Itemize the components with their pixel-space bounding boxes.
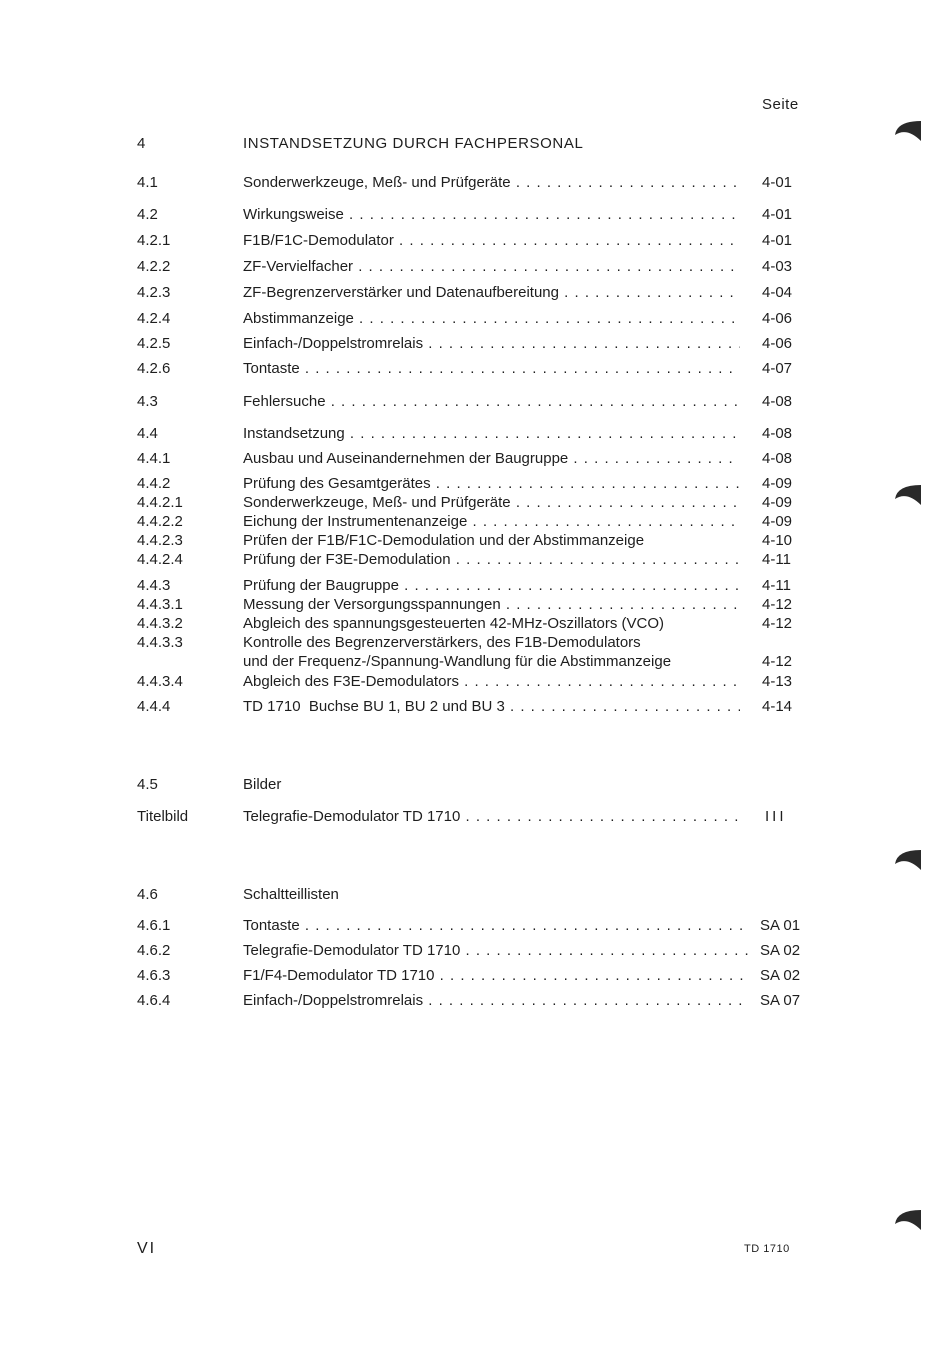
toc-entry xyxy=(0,392,950,412)
toc-page-number: 4-08 xyxy=(762,450,793,467)
toc-entry xyxy=(0,205,950,225)
toc-page-number: 4-01 xyxy=(762,206,793,223)
toc-title: ZF-Begrenzerverstärker und Datenaufbereitung . . . xyxy=(243,283,740,303)
toc-entry xyxy=(0,531,950,551)
toc-title: Ausbau und Auseinandernehmen der Baugruppe . . . xyxy=(243,449,740,469)
toc-number: 4.4.3 xyxy=(137,577,171,594)
toc-number: 4.4.3.1 xyxy=(137,596,183,613)
toc-title: Abgleich des spannungsgesteuerten 42-MHz-Oszillators (VCO) xyxy=(243,615,665,632)
toc-entry xyxy=(0,359,950,379)
toc-title: Tontaste . . . xyxy=(243,916,748,936)
toc-title: Instandsetzung . . . xyxy=(243,424,740,444)
punch-hole-mark xyxy=(893,117,923,143)
toc-title: Eichung der Instrumentenanzeige . . . xyxy=(243,512,740,532)
toc-number: 4.2.3 xyxy=(137,284,171,301)
toc-entry xyxy=(0,173,950,193)
toc-number: 4.4.3.2 xyxy=(137,615,183,632)
toc-page-number: 4-04 xyxy=(762,284,793,301)
toc-title: ZF-Vervielfacher . . . xyxy=(243,257,740,277)
toc-page-number: SA 07 xyxy=(760,992,801,1009)
toc-number: 4.6.1 xyxy=(137,917,171,934)
toc-title: Prüfen der F1B/F1C-Demodulation und der Abstimmanzeige xyxy=(243,532,645,549)
toc-page-number: 4-12 xyxy=(762,596,793,613)
toc-number: 4.2.4 xyxy=(137,310,171,327)
toc-entry xyxy=(0,885,950,905)
toc-page-number: 4-09 xyxy=(762,494,793,511)
toc-title: INSTANDSETZUNG DURCH FACHPERSONAL xyxy=(243,135,584,152)
toc-number: 4.6.2 xyxy=(137,942,171,959)
toc-number: 4.5 xyxy=(137,776,158,793)
toc-number: 4.6 xyxy=(137,886,158,903)
toc-entry xyxy=(0,449,950,469)
toc-number: 4.4.2 xyxy=(137,475,171,492)
toc-page-number: 4-12 xyxy=(762,615,793,632)
toc-entry xyxy=(0,424,950,444)
toc-number: 4.2.5 xyxy=(137,335,171,352)
toc-chapter-heading xyxy=(0,134,950,154)
toc-entry xyxy=(0,966,950,986)
toc-page-number: 4-01 xyxy=(762,174,793,191)
toc-page-number: 4-09 xyxy=(762,513,793,530)
toc-number: 4.6.3 xyxy=(137,967,171,984)
toc-entry xyxy=(0,512,950,532)
toc-title: Wirkungsweise . . . xyxy=(243,205,740,225)
toc-entry xyxy=(0,595,950,615)
toc-entry xyxy=(0,334,950,354)
toc-number: 4.2.6 xyxy=(137,360,171,377)
toc-number: 4 xyxy=(137,135,146,152)
toc-page-number: 4-07 xyxy=(762,360,793,377)
toc-page-number: 4-12 xyxy=(762,653,793,670)
toc-entry xyxy=(0,807,950,827)
toc-number: Titelbild xyxy=(137,808,189,825)
toc-page-number: 4-13 xyxy=(762,673,793,690)
toc-entry xyxy=(0,697,950,717)
toc-title: Telegrafie-Demodulator TD 1710 . . . xyxy=(243,807,740,827)
toc-entry xyxy=(0,231,950,251)
toc-entry xyxy=(0,283,950,303)
toc-page-number: 4-09 xyxy=(762,475,793,492)
toc-title: Einfach-/Doppelstromrelais . . . xyxy=(243,991,748,1011)
toc-title: Sonderwerkzeuge, Meß- und Prüfgeräte . . . xyxy=(243,173,740,193)
toc-page-number: III xyxy=(765,808,787,825)
toc-number: 4.4.3.3 xyxy=(137,634,183,651)
toc-page-number: SA 02 xyxy=(760,967,801,984)
toc-number: 4.4.2.3 xyxy=(137,532,183,549)
toc-entry xyxy=(0,493,950,513)
toc-entry xyxy=(0,916,950,936)
toc-number: 4.4.2.2 xyxy=(137,513,183,530)
toc-title: und der Frequenz-/Spannung-Wandlung für die Abstimmanzeige xyxy=(243,653,672,670)
toc-title: TD 1710 Buchse BU 1, BU 2 und BU 3 . . . xyxy=(243,697,740,717)
toc-title: Messung der Versorgungsspannungen . . . xyxy=(243,595,740,615)
toc-title: Telegrafie-Demodulator TD 1710 . . . xyxy=(243,941,748,961)
toc-entry xyxy=(0,474,950,494)
toc-page-number: 4-10 xyxy=(762,532,793,549)
toc-number: 4.4.1 xyxy=(137,450,171,467)
toc-page-number: 4-03 xyxy=(762,258,793,275)
toc-number: 4.1 xyxy=(137,174,158,191)
toc-page-number: 4-08 xyxy=(762,425,793,442)
toc-entry xyxy=(0,614,950,634)
toc-title: Abgleich des F3E-Demodulators . . . xyxy=(243,672,740,692)
toc-number: 4.2.2 xyxy=(137,258,171,275)
toc-title: Prüfung der Baugruppe . . . xyxy=(243,576,740,596)
toc-page-number: 4-01 xyxy=(762,232,793,249)
toc-number: 4.4.2.1 xyxy=(137,494,183,511)
toc-page-number: 4-14 xyxy=(762,698,793,715)
toc-entry xyxy=(0,576,950,596)
toc-page-number: 4-11 xyxy=(762,551,791,568)
toc-title: F1/F4-Demodulator TD 1710 . . . xyxy=(243,966,748,986)
page-number-footer: VI xyxy=(137,1240,157,1257)
page-column-header: Seite xyxy=(762,96,799,113)
toc-entry xyxy=(0,257,950,277)
toc-entry-continuation xyxy=(0,652,950,672)
toc-entry xyxy=(0,941,950,961)
toc-number: 4.4.2.4 xyxy=(137,551,183,568)
toc-title: Prüfung des Gesamtgerätes . . . xyxy=(243,474,740,494)
toc-title: Fehlersuche . . . xyxy=(243,392,740,412)
toc-title: Sonderwerkzeuge, Meß- und Prüfgeräte . . . xyxy=(243,493,740,513)
toc-page-number: 4-11 xyxy=(762,577,791,594)
toc-entry xyxy=(0,633,950,653)
document-id-footer: TD 1710 xyxy=(744,1243,790,1255)
toc-entry xyxy=(0,550,950,570)
toc-entry xyxy=(0,672,950,692)
toc-number: 4.3 xyxy=(137,393,158,410)
toc-number: 4.4.3.4 xyxy=(137,673,183,690)
toc-title: Einfach-/Doppelstromrelais . . . xyxy=(243,334,740,354)
toc-number: 4.4 xyxy=(137,425,158,442)
toc-page-number: 4-06 xyxy=(762,310,793,327)
toc-title: Bilder xyxy=(243,776,282,793)
toc-page-number: 4-08 xyxy=(762,393,793,410)
punch-hole-mark xyxy=(893,481,923,507)
punch-hole-mark xyxy=(893,1206,923,1232)
punch-hole-mark xyxy=(893,846,923,872)
toc-number: 4.4.4 xyxy=(137,698,171,715)
toc-entry xyxy=(0,991,950,1011)
toc-entry xyxy=(0,309,950,329)
toc-title: Tontaste . . . xyxy=(243,359,740,379)
toc-page-number: 4-06 xyxy=(762,335,793,352)
toc-title: Schaltteillisten xyxy=(243,886,339,903)
toc-number: 4.2 xyxy=(137,206,158,223)
toc-number: 4.2.1 xyxy=(137,232,171,249)
toc-title: F1B/F1C-Demodulator . . . xyxy=(243,231,740,251)
toc-page-number: SA 01 xyxy=(760,917,801,934)
toc-number: 4.6.4 xyxy=(137,992,171,1009)
toc-page-number: SA 02 xyxy=(760,942,801,959)
toc-title: Prüfung der F3E-Demodulation . . . xyxy=(243,550,740,570)
toc-title: Abstimmanzeige . . . xyxy=(243,309,740,329)
toc-title: Kontrolle des Begrenzerverstärkers, des F1B-Demodulators xyxy=(243,634,641,651)
toc-entry xyxy=(0,775,950,795)
